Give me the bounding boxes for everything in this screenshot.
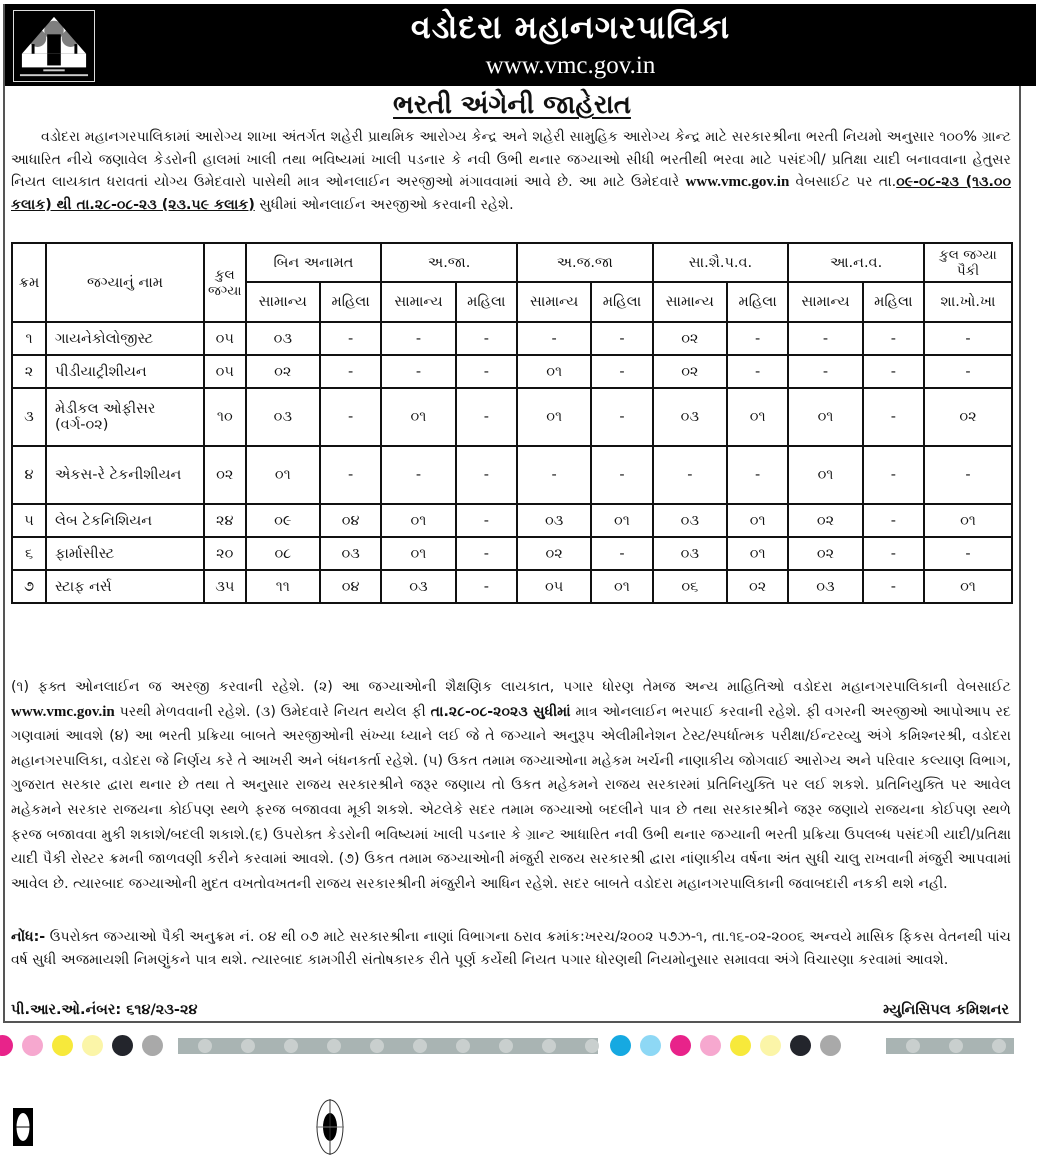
vacancy-count-cell: -: [591, 537, 652, 570]
subheader-general: સામાન્ય: [788, 282, 862, 322]
vacancy-count-cell: ૦૬: [653, 570, 727, 603]
note-paragraph: નોંધ:- ઉપરોક્ત જગ્યાઓ પૈકી અનુક્રમ નં. ૦૪ થી ૦૭ માટે સરકારશ્રીના નાણાં વિભાગના ઠરાવ ક્રમાંક:ખરચ/૨૦૦૨ ૫૭ઝ-૧, તા.૧૬-૦૨-૨૦૦૬ અન્વયે માસિક ફિકસ વેતનથી પાંચ વર્ષ સુધી અજમાયશી નિમણુંકને પાત્ર થશે. ત્યારબાદ કામગીરી સંતોષકારક રીતે પૂર્ણ કર્યેથી નિયત પગાર ધોરણથી નિયમોનુસાર સમાવવા અંગે વિચારણા કરવામાં આવશે.: [11, 929, 1011, 968]
vacancy-count-cell: -: [591, 388, 652, 446]
subheader-general: સામાન્ય: [517, 282, 591, 322]
vacancy-count-cell: ૦૨: [653, 355, 727, 388]
note-label: નોંધ:-: [11, 929, 46, 945]
vacancy-count-cell: -: [591, 322, 652, 355]
vacancy-count-cell: ૧૧: [246, 570, 320, 603]
vacancy-table: [11, 242, 1013, 604]
table-row: [12, 446, 1012, 504]
vacancy-count-cell: ૦૩: [381, 570, 455, 603]
registration-target-icon: [316, 1099, 344, 1155]
header-disabled-group: કુલ જગ્યા પૈકી: [924, 243, 1012, 282]
vacancy-count-cell: ૦૩: [653, 504, 727, 537]
vacancy-count-cell: -: [456, 570, 517, 603]
vacancy-count-cell: ૦૩: [788, 570, 862, 603]
vacancy-count-cell: ૦૧: [924, 504, 1012, 537]
serial-cell: ૧: [12, 322, 46, 355]
table-row: [12, 504, 1012, 537]
table-row: [12, 388, 1012, 446]
application-date-range: ૦૯-૦૮-૨૩ (૧૩.૦૦ કલાક) થી તા.૨૮-૦૮-૨૩ (૨૩.૫૯ કલાક): [11, 174, 1012, 213]
post-name-cell: એકસ-રે ટેકનીશીયન: [46, 446, 204, 504]
header-group-sc: અ.જા.: [381, 243, 517, 282]
fee-deadline: તા.૨૮-૦૮-૨૦૨૩ સુધીમાં: [430, 703, 571, 720]
color-swatch: [670, 1035, 691, 1056]
vacancy-count-cell: -: [788, 322, 862, 355]
print-color-bar: [0, 1035, 1046, 1059]
table-row: [12, 537, 1012, 570]
vacancy-count-cell: -: [727, 355, 788, 388]
vacancy-count-cell: ૦૩: [320, 537, 381, 570]
post-name-cell: પીડીયાટ્રીશીયન: [46, 355, 204, 388]
table-row: [12, 355, 1012, 388]
vacancy-count-cell: -: [320, 446, 381, 504]
total-cell: ૦૫: [204, 322, 246, 355]
vacancy-count-cell: ૦૪: [320, 504, 381, 537]
vacancy-count-cell: -: [456, 322, 517, 355]
signatory: મ્યુનિસિપલ કમિશનર: [883, 1002, 1009, 1018]
subheader-women: મહિલા: [591, 282, 652, 322]
vacancy-count-cell: ૦૧: [591, 504, 652, 537]
color-swatch: [700, 1035, 721, 1056]
vacancy-count-cell: -: [863, 446, 924, 504]
color-swatch: [730, 1035, 751, 1056]
color-swatch: [610, 1035, 631, 1056]
vacancy-count-cell: ૦૧: [381, 504, 455, 537]
vacancy-count-cell: -: [863, 355, 924, 388]
post-name-cell: ફાર્માસીસ્ટ: [46, 537, 204, 570]
vacancy-count-cell: -: [924, 322, 1012, 355]
advertisement-title: ભરતી અંગેની જાહેરાત: [393, 90, 631, 120]
header-total: કુલ જગ્યા: [204, 243, 246, 322]
intro-website-link: www.vmc.gov.in: [685, 174, 790, 190]
post-name-cell: સ્ટાફ નર્સ: [46, 570, 204, 603]
color-swatch: [52, 1035, 73, 1056]
vacancy-count-cell: -: [456, 388, 517, 446]
subheader-general: સામાન્ય: [246, 282, 320, 322]
vacancy-table-body: [12, 322, 1012, 603]
serial-cell: ૩: [12, 388, 46, 446]
vacancy-count-cell: -: [924, 537, 1012, 570]
vacancy-count-cell: -: [320, 388, 381, 446]
total-cell: ૨૦: [204, 537, 246, 570]
website-url: www.vmc.gov.in: [485, 52, 656, 79]
total-cell: ૦૫: [204, 355, 246, 388]
terms-paragraph: (૧) ફક્ત ઓનલાઈન જ અરજી કરવાની રહેશે. (૨) આ જગ્યાઓની શૈક્ષણિક લાયકાત, પગાર ધોરણ તેમજ અન્ય માહિતિઓ વડોદરા મહાનગરપાલિકાની વેબસાઈટ www.vmc.gov.in પરથી મેળવવાની રહેશે. (૩) ઉમેદવારે નિયત થયેલ ફી તા.૨૮-૦૮-૨૦૨૩ સુધીમાં માત્ર ઓનલાઈન ભરપાઈ કરવાની રહેશે. ફી વગરની અરજીઓ આપોઆપ રદ ગણવામાં આવશે (૪) આ ભરતી પ્રક્રિયા બાબતે અરજીઓની સંખ્યા ધ્યાને લઈ જે તે જગ્યાને અનુરૂપ એલીમીનેશન ટેસ્ટ/સ્પર્ધાત્મક પરીક્ષા/ઈન્ટરવ્યુ અંગે કમિશ્નરશ્રી, વડોદરા મહાનગરપાલિકા, વડોદરા જે નિર્ણય કરે તે આખરી અને બંધનકર્તા રહેશે. (૫) ઉકત તમામ જગ્યાઓના મહેકમ ખર્ચની નાણાકીય જોગવાઈ આરોગ્ય અને પરિવાર કલ્યાણ વિભાગ, ગુજરાત સરકાર દ્વારા થનાર છે તથા તે અનુસાર રાજય સરકારશ્રીને જરૂર જણાય તો ઉકત મહેકમને રાજય સરકારમાં પ્રતિનિયુક્તિ પર લઈ શકશે. પ્રતિનિયુક્તિ પર આવેલ મહેકમને સરકાર રાજયના કોઈપણ સ્થળે ફરજ બજાવવા મૂકી શકશે. એટલેકે સદર તમામ જગ્યાઓ બદલીને પાત્ર છે તથા સરકારશ્રીને જરૂર જણાયે રાજયના કોઈપણ સ્થળે ફરજ બજાવવા મુકી શકાશે/બદલી શકાશે.(૬) ઉપરોક્ત કેડરોની ભવિષ્યમાં ખાલી પડનાર કે ગ્રાન્ટ આધારિત નવી ઉભી થનાર જગ્યાની ભરતી પ્રક્રિયા ઉપલબ્ધ પસંદગી યાદી/પ્રતિક્ષા યાદી પૈકી રોસ્ટર ક્રમની જાળવણી કરીને કરવામાં આવશે. (૭) ઉકત તમામ જગ્યાઓની મંજુરી રાજય સરકારશ્રી દ્વારા નાંણાકીય વર્ષના અંત સુધી ચાલુ રાખવાની મંજુરી આપવામાં આવેલ છે. ત્યારબાદ જગ્યાઓની મુદત વખતોવખતની રાજય સરકારશ્રીની મંજુરીને આધિન રહેશે. સદર બાબતે વડોદરા મહાનગરપાલિકાની જવાબદારી નકકી થશે નહી.: [11, 679, 1011, 892]
vacancy-count-cell: -: [863, 537, 924, 570]
gray-strip: [886, 1038, 1014, 1054]
vacancy-count-cell: ૦૩: [246, 388, 320, 446]
subheader-disabled: શા.ખો.ખા: [924, 282, 1012, 322]
vacancy-count-cell: ૦૨: [788, 537, 862, 570]
color-swatch: [820, 1035, 841, 1056]
total-cell: ૨૪: [204, 504, 246, 537]
vacancy-count-cell: ૦૧: [517, 388, 591, 446]
advertisement-page: [3, 4, 1021, 1023]
vacancy-count-cell: ૦૨: [924, 388, 1012, 446]
vacancy-count-cell: ૦૮: [246, 537, 320, 570]
subheader-women: મહિલા: [320, 282, 381, 322]
color-swatch: [640, 1035, 661, 1056]
total-cell: ૧૦: [204, 388, 246, 446]
vacancy-count-cell: ૦૫: [517, 570, 591, 603]
vacancy-count-cell: -: [924, 446, 1012, 504]
color-swatch: [760, 1035, 781, 1056]
header-group-st: અ.જ.જા: [517, 243, 653, 282]
header-group-unreserved: બિન અનામત: [246, 243, 382, 282]
subheader-women: મહિલા: [727, 282, 788, 322]
vacancy-count-cell: ૦૨: [517, 537, 591, 570]
vacancy-count-cell: ૦૧: [381, 537, 455, 570]
header-group-sebc: સા.શૈ.પ.વ.: [653, 243, 789, 282]
vacancy-count-cell: -: [863, 322, 924, 355]
vacancy-count-cell: ૦૩: [653, 537, 727, 570]
color-swatch: [790, 1035, 811, 1056]
subheader-women: મહિલા: [863, 282, 924, 322]
vacancy-count-cell: -: [381, 322, 455, 355]
masthead: [5, 4, 1036, 86]
color-swatch: [142, 1035, 163, 1056]
vacancy-count-cell: -: [381, 355, 455, 388]
vacancy-count-cell: -: [727, 446, 788, 504]
color-swatch: [22, 1035, 43, 1056]
vacancy-count-cell: -: [788, 355, 862, 388]
vacancy-count-cell: -: [456, 446, 517, 504]
intro-paragraph: વડોદરા મહાનગરપાલિકામાં આરોગ્ય શાખા અંતર્ગત શહેરી પ્રાથમિક આરોગ્ય કેન્દ્ર અને શહેરી સામુહિક આરોગ્ય કેન્દ્ર માટે સરકારશ્રીના ભરતી નિયમો અનુસાર ૧૦૦% ગ્રાન્ટ આધારિત નીચે જણાવેલ કેડરોની હાલમાં ખાલી તથા ભવિષ્યમાં ખાલી પડનાર કે નવી ઉભી થનાર જગ્યાઓ સીધી ભરતીથી ભરવા માટે પસંદગી/ પ્રતિક્ષા યાદી બનાવવાના હેતુસર નિયત લાયકાત ધરાવતાં યોગ્ય ઉમેદવારો પાસેથી માત્ર ઓનલાઈન અરજીઓ મંગાવવામાં આવે છે. આ માટે ઉમેદવારે www.vmc.gov.in વેબસાઈટ પર તા.૦૯-૦૮-૨૩ (૧૩.૦૦ કલાક) થી તા.૨૮-૦૮-૨૩ (૨૩.૫૯ કલાક) સુધીમાં ઓનલાઈન અરજીઓ કરવાની રહેશે.: [11, 129, 1012, 213]
vacancy-count-cell: -: [320, 322, 381, 355]
subheader-general: સામાન્ય: [381, 282, 455, 322]
vacancy-count-cell: -: [863, 504, 924, 537]
post-name-cell: મેડીકલ ઓફીસર (વર્ગ-૦૨): [46, 388, 204, 446]
vacancy-count-cell: ૦૩: [517, 504, 591, 537]
subheader-general: સામાન્ય: [653, 282, 727, 322]
vacancy-count-cell: -: [456, 537, 517, 570]
total-cell: ૦૨: [204, 446, 246, 504]
vacancy-count-cell: -: [517, 322, 591, 355]
vacancy-count-cell: ૦૧: [591, 570, 652, 603]
vacancy-count-cell: ૦૨: [727, 570, 788, 603]
post-name-cell: ગાયનેકોલોજીસ્ટ: [46, 322, 204, 355]
serial-cell: ૨: [12, 355, 46, 388]
vacancy-count-cell: ૦૩: [246, 322, 320, 355]
vacancy-count-cell: ૦૧: [381, 388, 455, 446]
serial-cell: ૬: [12, 537, 46, 570]
vacancy-count-cell: -: [653, 446, 727, 504]
vacancy-count-cell: -: [591, 446, 652, 504]
table-row: [12, 570, 1012, 603]
vacancy-count-cell: -: [591, 355, 652, 388]
organization-name: વડોદરા મહાનગરપાલિકા: [410, 8, 731, 46]
vacancy-count-cell: ૦૧: [727, 537, 788, 570]
notes-website-link: www.vmc.gov.in: [11, 703, 115, 720]
vacancy-count-cell: ૦૧: [517, 355, 591, 388]
vacancy-count-cell: ૦૪: [320, 570, 381, 603]
vacancy-count-cell: ૦૨: [653, 322, 727, 355]
color-swatch: [112, 1035, 133, 1056]
vacancy-count-cell: -: [456, 504, 517, 537]
vacancy-count-cell: -: [727, 322, 788, 355]
registration-mark-icon: [13, 1108, 33, 1146]
header-post-name: જગ્યાનું નામ: [46, 243, 204, 322]
header-group-ews: આ.ન.વ.: [788, 243, 924, 282]
vacancy-count-cell: -: [863, 570, 924, 603]
vacancy-count-cell: -: [456, 355, 517, 388]
gray-strip: [178, 1038, 598, 1054]
serial-cell: ૭: [12, 570, 46, 603]
serial-cell: ૪: [12, 446, 46, 504]
vacancy-count-cell: ૦૧: [727, 388, 788, 446]
vacancy-count-cell: ૦૧: [727, 504, 788, 537]
vacancy-count-cell: ૦૨: [246, 355, 320, 388]
total-cell: ૩૫: [204, 570, 246, 603]
vacancy-count-cell: ૦૩: [653, 388, 727, 446]
vacancy-count-cell: ૦૯: [246, 504, 320, 537]
pro-number: પી.આર.ઓ.નંબર: ૬૧૪/૨૩-૨૪: [11, 1002, 198, 1018]
vacancy-count-cell: ૦૧: [246, 446, 320, 504]
vacancy-count-cell: -: [381, 446, 455, 504]
vacancy-count-cell: -: [517, 446, 591, 504]
vacancy-count-cell: -: [320, 355, 381, 388]
vacancy-count-cell: -: [863, 388, 924, 446]
subheader-women: મહિલા: [456, 282, 517, 322]
header-serial: ક્રમ: [12, 243, 46, 322]
post-name-cell: લેબ ટેકનિશિયન: [46, 504, 204, 537]
vmc-logo-icon: [13, 10, 95, 82]
vacancy-count-cell: -: [924, 355, 1012, 388]
color-swatch: [82, 1035, 103, 1056]
table-row: [12, 322, 1012, 355]
vacancy-count-cell: ૦૧: [788, 446, 862, 504]
vacancy-count-cell: ૦૨: [788, 504, 862, 537]
vacancy-count-cell: ૦૧: [788, 388, 862, 446]
serial-cell: ૫: [12, 504, 46, 537]
vacancy-count-cell: ૦૧: [924, 570, 1012, 603]
color-swatch: [0, 1035, 13, 1056]
